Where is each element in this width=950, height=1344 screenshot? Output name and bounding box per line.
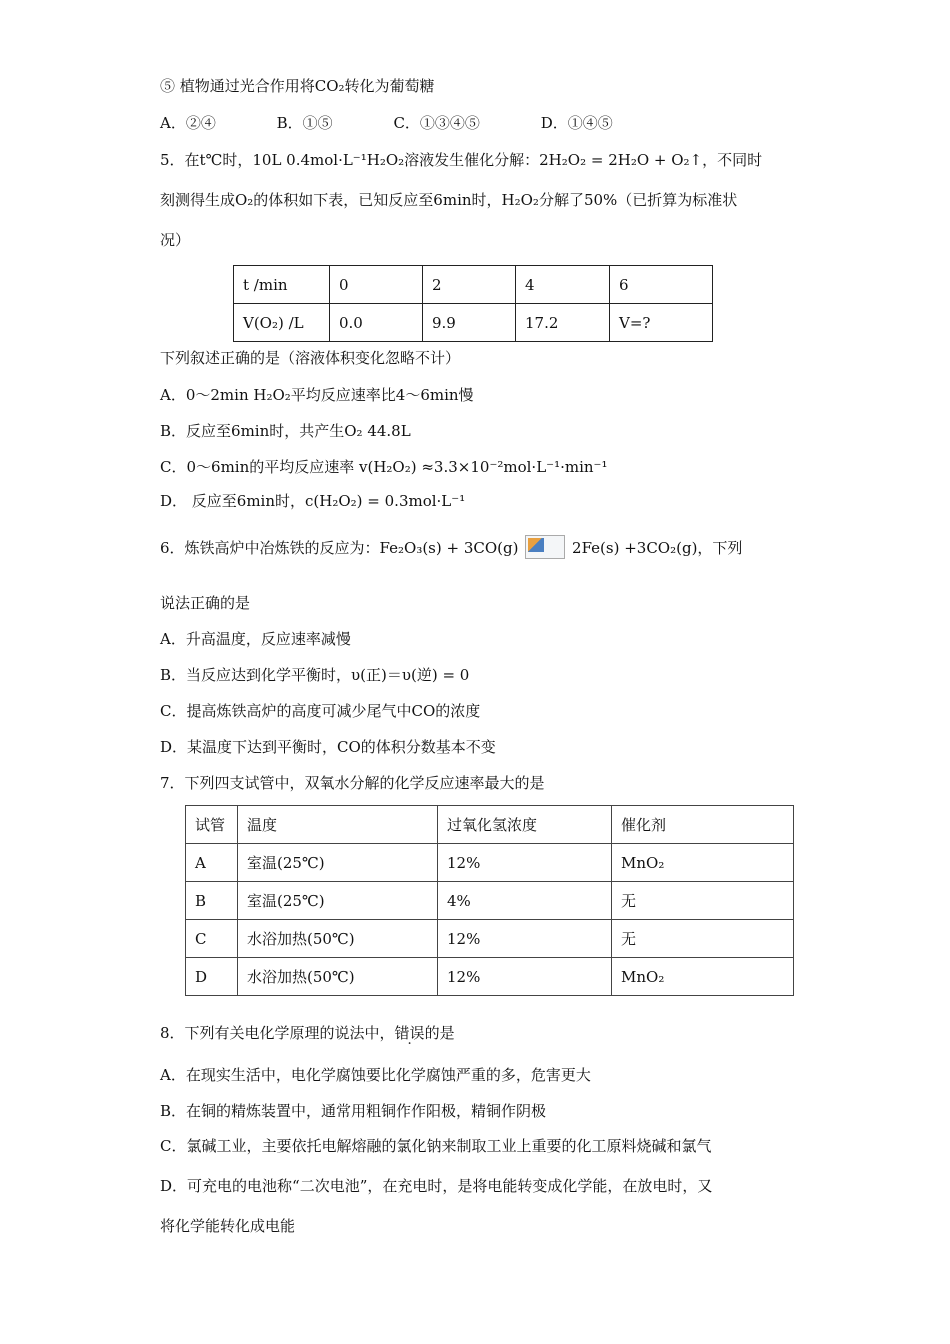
q6-option-d: D．某温度下达到平衡时，CO的体积分数基本不变 [160, 738, 496, 756]
q6-line1-right: 2Fe(s) +3CO₂(g)，下列 [572, 539, 743, 557]
q5-line2: 刻测得生成O₂的体积如下表，已知反应至6min时，H₂O₂分解了50%（已折算为标准状 [160, 191, 738, 209]
q5-option-d: D． 反应至6min时，c(H₂O₂) = 0.3mol·L⁻¹ [160, 492, 466, 510]
q5-cell: 2 [423, 266, 516, 304]
q7-cell: 水浴加热(50℃) [238, 958, 438, 996]
q5-cell: 0 [330, 266, 423, 304]
q7-header-cell: 过氧化氢浓度 [438, 806, 612, 844]
q7-cell: A [186, 844, 238, 882]
q7-cell: MnO₂ [612, 958, 794, 996]
q7-cell: 4% [438, 882, 612, 920]
prev-option-b: B．①⑤ [276, 114, 333, 132]
q5-cell: V=? [610, 304, 713, 342]
q5-cell: t /min [234, 266, 330, 304]
q6-line2: 说法正确的是 [160, 594, 251, 612]
q8-option-d-cont: 将化学能转化成电能 [160, 1217, 296, 1235]
q8-stem-emphasis: 错误 [394, 1024, 425, 1042]
q6-line1 [160, 535, 742, 559]
q6-option-a: A．升高温度，反应速率减慢 [160, 630, 351, 648]
q5-stem: 下列叙述正确的是（溶液体积变化忽略不计） [160, 349, 461, 367]
q6-line1-left: 6．炼铁高炉中冶炼铁的反应为：Fe₂O₃(s) + 3CO(g) [160, 539, 519, 557]
q7-header-cell: 试管 [186, 806, 238, 844]
q5-cell: 17.2 [516, 304, 610, 342]
q7-cell: 无 [612, 882, 794, 920]
q8-option-c: C．氯碱工业，主要依托电解熔融的氯化钠来制取工业上重要的化工原料烧碱和氯气 [160, 1137, 712, 1155]
q7-cell: B [186, 882, 238, 920]
q8-stem [160, 1023, 455, 1043]
q7-table [185, 805, 794, 996]
q8-option-d: D．可充电的电池称“二次电池”，在充电时，是将电能转变成化学能，在放电时，又 [160, 1177, 713, 1195]
q8-option-b: B．在铜的精炼装置中，通常用粗铜作作阳极，精铜作阴极 [160, 1102, 547, 1120]
broken-image-icon [525, 535, 565, 559]
q6-option-c: C．提高炼铁高炉的高度可减少尾气中CO的浓度 [160, 702, 481, 720]
q5-line3: 况） [160, 231, 191, 249]
q5-cell: 6 [610, 266, 713, 304]
q7-header-cell: 催化剂 [612, 806, 794, 844]
q8-stem-a: 8．下列有关电化学原理的说法中， [160, 1024, 395, 1042]
q6-option-b: B．当反应达到化学平衡时，υ(正)＝υ(逆) = 0 [160, 666, 470, 684]
q5-line1: 5．在t℃时，10L 0.4mol·L⁻¹H₂O₂溶液发生催化分解：2H₂O₂ = 2H₂O + O₂↑，不同时 [160, 151, 763, 169]
q5-option-c: C．0～6min的平均反应速率 v(H₂O₂) ≈3.3×10⁻²mol·L⁻¹·min⁻¹ [160, 458, 608, 476]
q7-cell: D [186, 958, 238, 996]
q7-cell: MnO₂ [612, 844, 794, 882]
q7-cell: 水浴加热(50℃) [238, 920, 438, 958]
q8-stem-c: 的是 [424, 1024, 455, 1042]
q7-cell: C [186, 920, 238, 958]
prev-option-d: D．①④⑤ [540, 114, 613, 132]
q7-cell: 室温(25℃) [238, 844, 438, 882]
q5-option-a: A．0～2min H₂O₂平均反应速率比4～6min慢 [160, 386, 474, 404]
prev-option-a: A．②④ [160, 114, 216, 132]
q7-stem: 7．下列四支试管中，双氧水分解的化学反应速率最大的是 [160, 774, 545, 792]
q7-cell: 无 [612, 920, 794, 958]
q5-cell: 0.0 [330, 304, 423, 342]
q5-cell: 4 [516, 266, 610, 304]
q5-cell: V(O₂) /L [234, 304, 330, 342]
q5-cell: 9.9 [423, 304, 516, 342]
prev-option-c: C．①③④⑤ [393, 114, 480, 132]
q7-cell: 12% [438, 844, 612, 882]
q7-cell: 12% [438, 958, 612, 996]
q5-option-b: B．反应至6min时，共产生O₂ 44.8L [160, 422, 411, 440]
q8-option-a: A．在现实生活中，电化学腐蚀要比化学腐蚀严重的多，危害更大 [160, 1066, 591, 1084]
q7-header-cell: 温度 [238, 806, 438, 844]
prev-options [160, 113, 613, 133]
prev-item-5: ⑤ 植物通过光合作用将CO₂转化为葡萄糖 [160, 77, 435, 95]
q7-cell: 12% [438, 920, 612, 958]
q5-table [233, 265, 713, 342]
q7-cell: 室温(25℃) [238, 882, 438, 920]
